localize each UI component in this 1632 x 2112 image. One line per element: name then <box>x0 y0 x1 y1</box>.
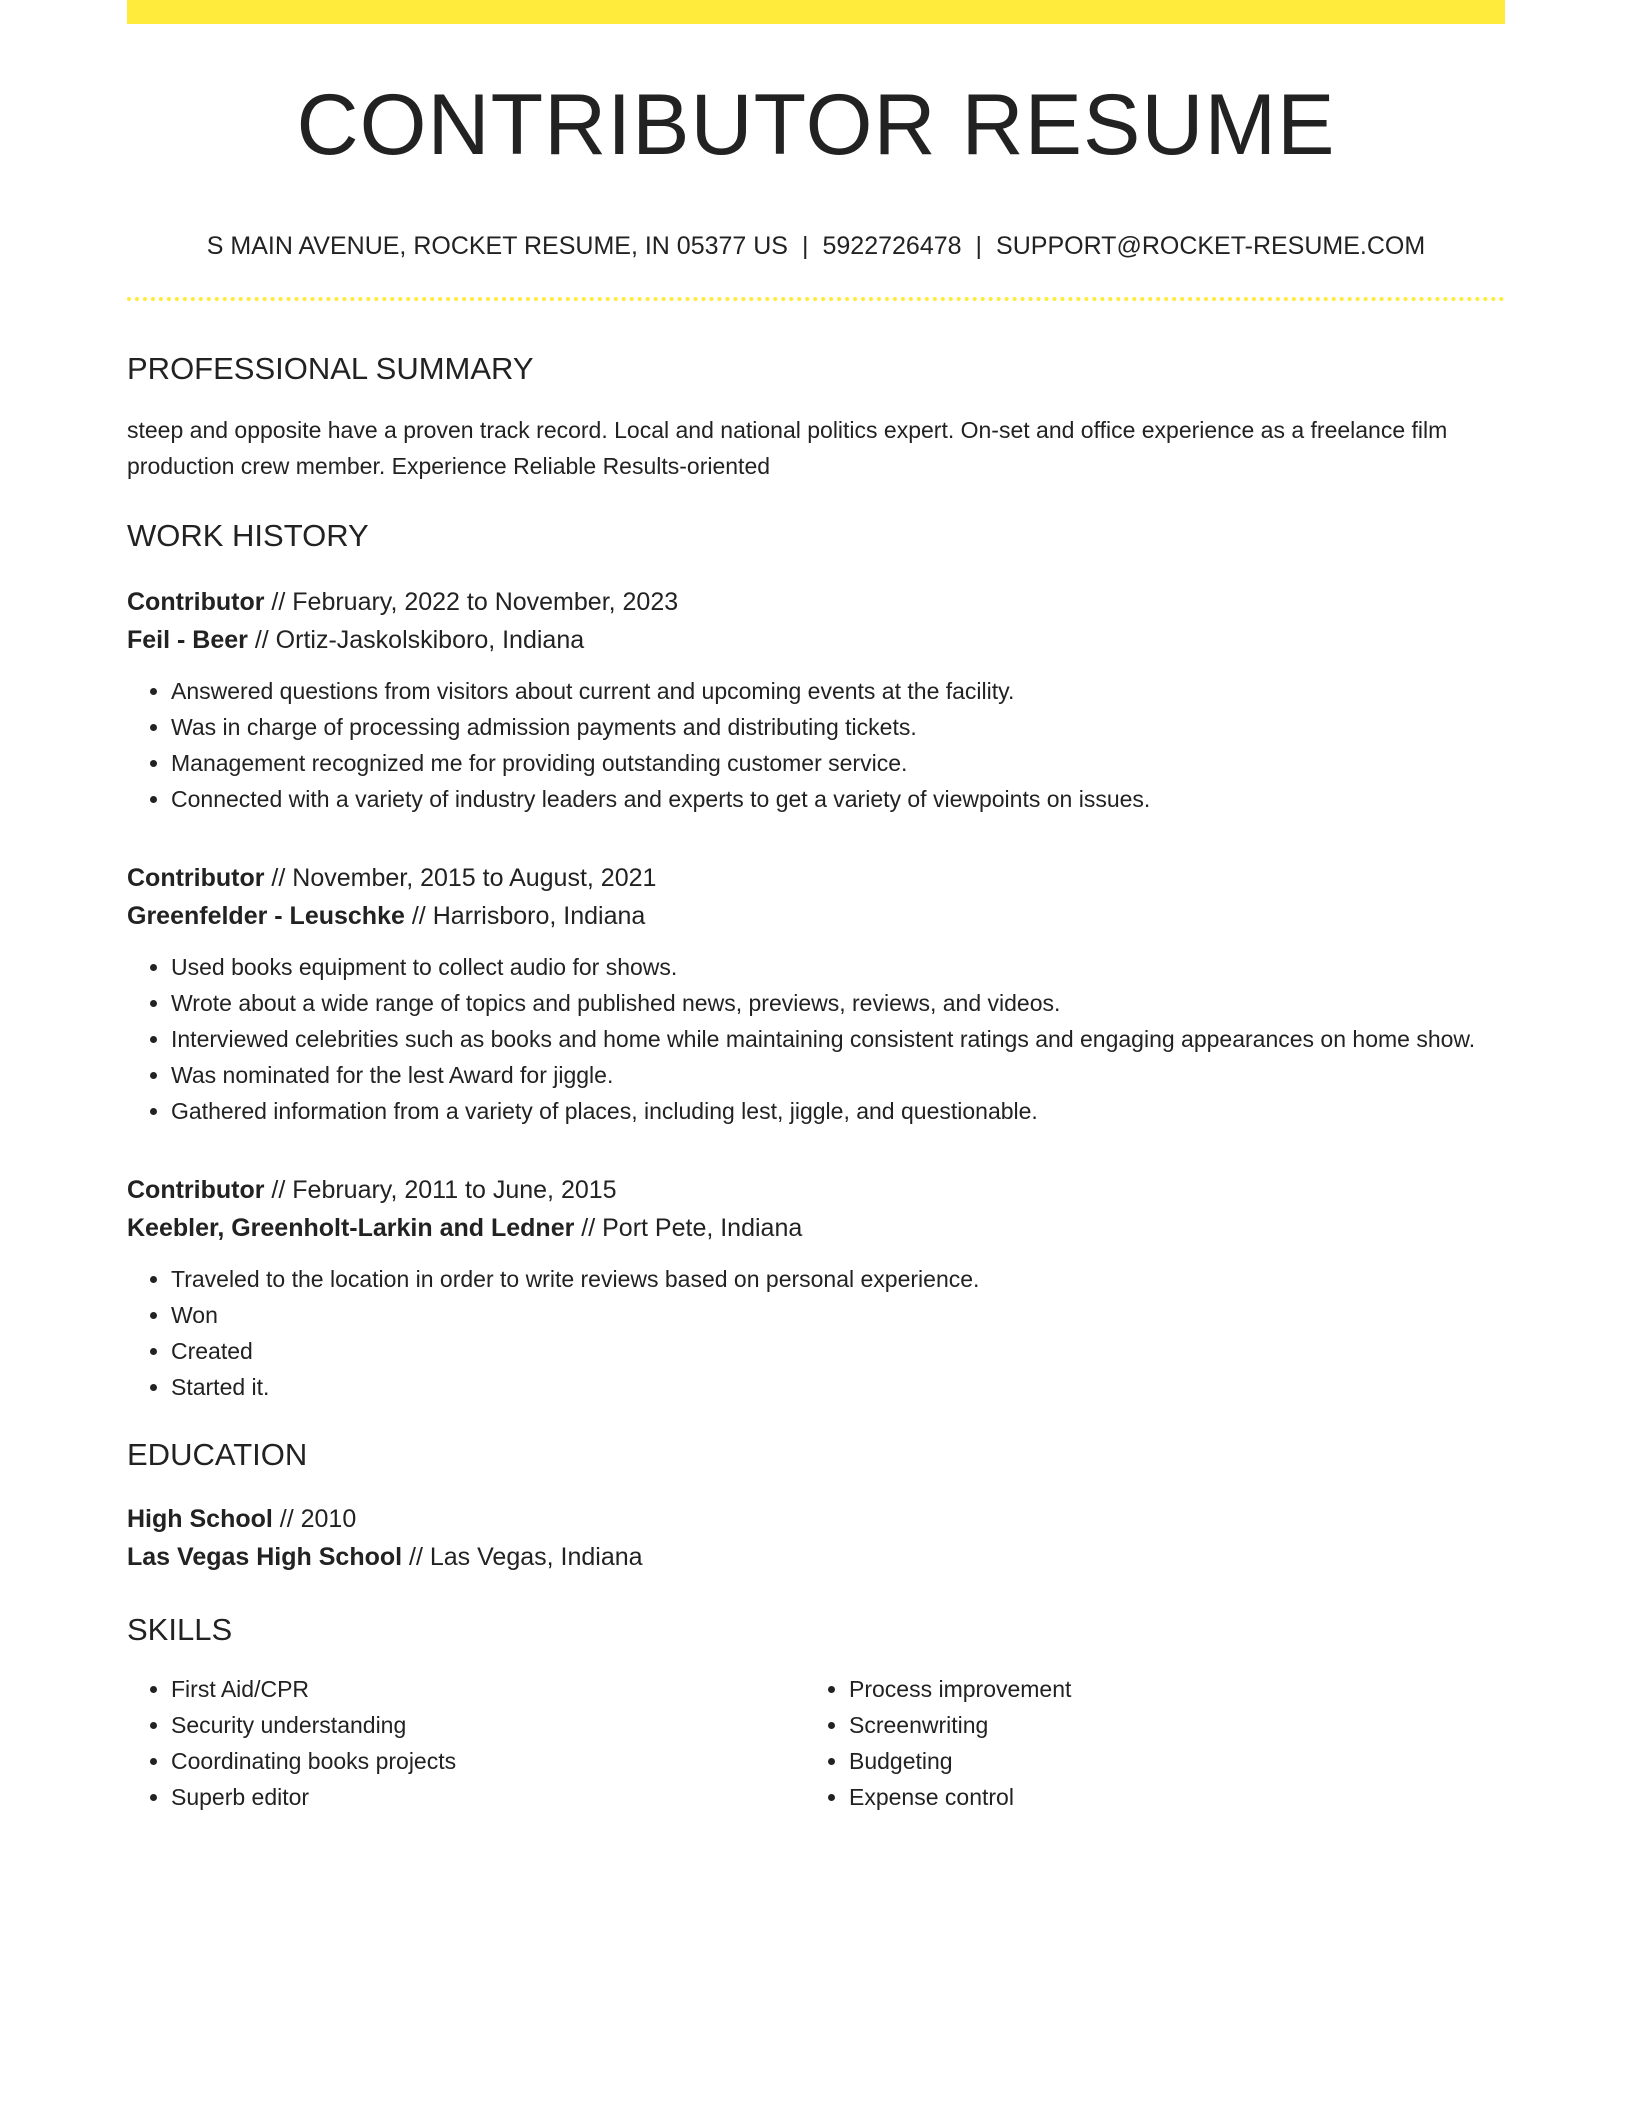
job-entry <box>127 583 1505 817</box>
list-item: • Process improvement <box>849 1671 1483 1707</box>
job-title-line <box>127 1171 1505 1209</box>
address: S MAIN AVENUE, ROCKET RESUME, IN 05377 US <box>206 232 788 260</box>
education-school: Las Vegas High School <box>127 1543 403 1571</box>
list-item: • Wrote about a wide range of topics and published news, previews, reviews, and videos. <box>171 985 1505 1021</box>
job-bullets <box>127 1261 1505 1405</box>
education-location: Las Vegas, Indiana <box>429 1543 643 1571</box>
skills-list <box>127 1671 1505 1815</box>
phone: 5922726478 <box>822 232 962 260</box>
list-item: • Traveled to the location in order to write reviews based on personal experience. <box>171 1261 1505 1297</box>
education-degree: High School <box>127 1505 273 1533</box>
field-separator: // <box>272 1505 301 1533</box>
field-separator: // <box>264 588 293 616</box>
header-divider <box>127 297 1505 301</box>
field-separator: // <box>402 1543 430 1571</box>
job-bullets <box>127 673 1505 817</box>
skills-heading: SKILLS <box>127 1612 233 1647</box>
summary-text: steep and opposite have a proven track record. Local and national politics expert. On-set and office experience as a freelance film production crew member. Experience Reliable Results-oriented <box>127 417 1448 479</box>
education-year: 2010 <box>300 1505 357 1533</box>
job-company-line <box>127 897 1505 935</box>
job-entry <box>127 1171 1505 1405</box>
list-item: • Was in charge of processing admission payments and distributing tickets. <box>171 709 1505 745</box>
job-title-line <box>127 583 1505 621</box>
job-company: Feil - Beer <box>127 626 248 654</box>
job-location: Harrisboro, Indiana <box>432 902 646 930</box>
field-separator: // <box>264 864 293 892</box>
job-title: Contributor <box>127 588 265 616</box>
list-item: • Connected with a variety of industry leaders and experts to get a variety of viewpoints on issues. <box>171 781 1505 817</box>
field-separator: // <box>404 902 433 930</box>
education-degree-line <box>127 1500 1505 1538</box>
list-item: • Interviewed celebrities such as books and home while maintaining consistent ratings and engaging appearances on home show. <box>171 1021 1505 1057</box>
job-company: Keebler, Greenholt-Larkin and Ledner <box>127 1214 575 1242</box>
list-item: • Budgeting <box>849 1743 1483 1779</box>
list-item: • Was nominated for the lest Award for jiggle. <box>171 1057 1505 1093</box>
list-item: • Answered questions from visitors about current and upcoming events at the facility. <box>171 673 1505 709</box>
list-item: • Used books equipment to collect audio for shows. <box>171 949 1505 985</box>
contact-separator: | <box>975 232 983 260</box>
job-company-line <box>127 621 1505 659</box>
list-item: • Coordinating books projects <box>171 1743 805 1779</box>
job-company: Greenfelder - Leuschke <box>127 902 405 930</box>
resume-page <box>127 0 1505 1815</box>
job-location: Ortiz-Jaskolskiboro, Indiana <box>275 626 585 654</box>
job-dates: February, 2011 to June, 2015 <box>292 1176 617 1204</box>
list-item: • First Aid/CPR <box>171 1671 805 1707</box>
list-item: • Won <box>171 1297 1505 1333</box>
work-history-heading: WORK HISTORY <box>127 518 369 553</box>
contact-line <box>127 234 1505 259</box>
list-item: • Superb editor <box>171 1779 805 1815</box>
job-company-line <box>127 1209 1505 1247</box>
field-separator: // <box>574 1214 603 1242</box>
skills-column-left <box>127 1671 805 1815</box>
contact-separator: | <box>802 232 809 260</box>
field-separator: // <box>247 626 276 654</box>
job-dates: February, 2022 to November, 2023 <box>292 588 679 616</box>
job-dates: November, 2015 to August, 2021 <box>292 864 657 892</box>
top-accent-bar <box>127 0 1505 24</box>
list-item: • Expense control <box>849 1779 1483 1815</box>
job-entry <box>127 859 1505 1129</box>
education-school-line <box>127 1538 1505 1576</box>
list-item: • Created <box>171 1333 1505 1369</box>
job-bullets <box>127 949 1505 1129</box>
education-heading: EDUCATION <box>127 1437 308 1472</box>
job-title-line <box>127 859 1505 897</box>
education-entry <box>127 1500 1505 1576</box>
skills-column-right <box>805 1671 1483 1815</box>
list-item: • Security understanding <box>171 1707 805 1743</box>
list-item: • Screenwriting <box>849 1707 1483 1743</box>
job-location: Port Pete, Indiana <box>602 1214 803 1242</box>
list-item: • Started it. <box>171 1369 1505 1405</box>
field-separator: // <box>264 1176 293 1204</box>
page-title: CONTRIBUTOR RESUME <box>296 77 1336 173</box>
email: SUPPORT@ROCKET-RESUME.COM <box>996 232 1426 260</box>
job-title: Contributor <box>127 1176 265 1204</box>
list-item: • Gathered information from a variety of places, including lest, jiggle, and questionable. <box>171 1093 1505 1129</box>
list-item: • Management recognized me for providing outstanding customer service. <box>171 745 1505 781</box>
job-title: Contributor <box>127 864 265 892</box>
summary-heading: PROFESSIONAL SUMMARY <box>127 351 534 386</box>
